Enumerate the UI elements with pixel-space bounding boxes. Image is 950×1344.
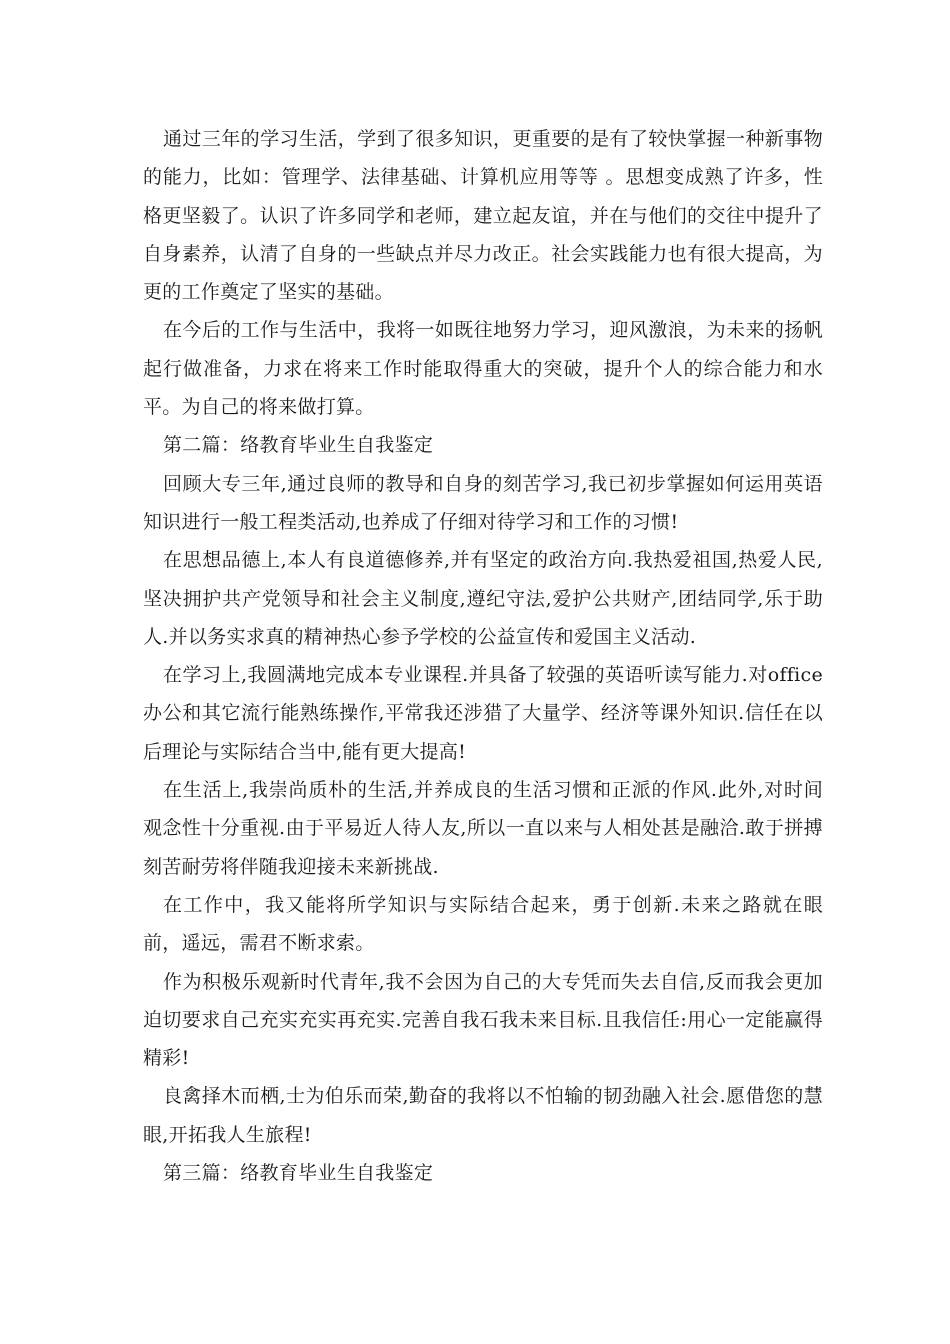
paragraph-work: 在工作中，我又能将所学知识与实际结合起来，勇于创新.未来之路就在眼前，遥远，需君不断求索。 bbox=[143, 893, 823, 955]
paragraph-learning: 在学习上,我圆满地完成本专业课程.并具备了较强的英语听读写能力.对office办公和其它流行能熟练操作,平常我还涉猎了大量学、经济等课外知识.信任在以后理论与实际结合当中,能有更大提高! bbox=[143, 664, 823, 763]
paragraph-life: 在生活上,我崇尚质朴的生活,并养成良的生活习惯和正派的作风.此外,对时间观念性十分重视.由于平易近人待人友,所以一直以来与人相处甚是融洽.敢于拼搏刻苦耐劳将伴随我迎接未来新挑战. bbox=[143, 779, 823, 878]
paragraph-morality: 在思想品德上,本人有良道德修养,并有坚定的政治方向.我热爱祖国,热爱人民,坚决拥护共产党领导和社会主义制度,遵纪守法,爱护公共财产,团结同学,乐于助人.并以务实求真的精神热心参予学校的公益宣传和爱国主义活动. bbox=[143, 549, 823, 648]
section-heading-3: 第三篇：络教育毕业生自我鉴定 bbox=[163, 1162, 434, 1185]
paragraph-study-summary: 通过三年的学习生活，学到了很多知识，更重要的是有了较快掌握一种新事物的能力，比如：管理学、法律基础、计算机应用等等 。思想变成熟了许多，性格更坚毅了。认识了许多同学和老师，建立起友谊，并在与他们的交往中提升了自身素养，认清了自身的一些缺点并尽力改正。社会实践能力也有很大提高，为更的工作奠定了坚实的基础。 bbox=[143, 128, 823, 304]
section-heading-2: 第二篇：络教育毕业生自我鉴定 bbox=[163, 434, 434, 457]
paragraph-review: 回顾大专三年,通过良师的教导和自身的刻苦学习,我已初步掌握如何运用英语知识进行一般工程类活动,也养成了仔细对待学习和工作的习惯! bbox=[143, 472, 823, 533]
paragraph-future-plan: 在今后的工作与生活中，我将一如既往地努力学习，迎风激浪，为未来的扬帆起行做准备，力求在将来工作时能取得重大的突破，提升个人的综合能力和水平。为自己的将来做打算。 bbox=[143, 319, 823, 419]
paragraph-closing: 良禽择木而栖,士为伯乐而荣,勤奋的我将以不怕输的韧劲融入社会.愿借您的慧眼,开拓我人生旅程! bbox=[143, 1085, 823, 1146]
paragraph-confidence: 作为积极乐观新时代青年,我不会因为自己的大专凭而失去自信,反而我会更加迫切要求自己充实充实再充实.完善自我石我未来目标.且我信任:用心一定能赢得精彩! bbox=[143, 970, 823, 1070]
document-body bbox=[143, 120, 823, 1192]
